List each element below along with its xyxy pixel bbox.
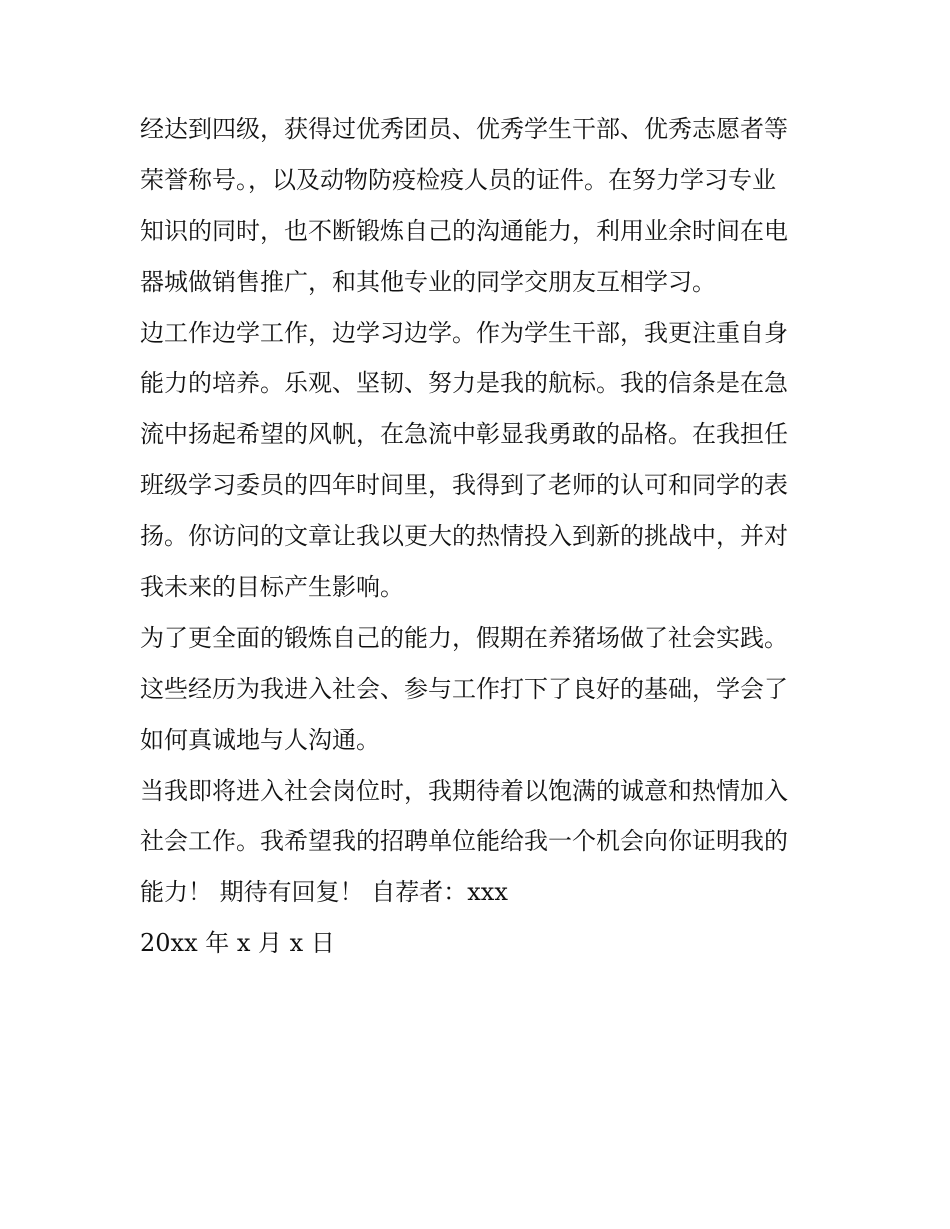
- text-line: 为了更全面的锻炼自己的能力，假期在养猪场做了社会实践。: [140, 623, 788, 652]
- date-line: 20xx 年 x 月 x 日: [140, 929, 335, 958]
- text-line: 荣誉称号。，以及动物防疫检疫人员的证件。在努力学习专业: [140, 165, 776, 194]
- text-line: 当我即将进入社会岗位时，我期待着以饱满的诚意和热情加入: [140, 776, 788, 805]
- text-line: 能力的培养。乐观、坚韧、努力是我的航标。我的信条是在急: [140, 369, 788, 398]
- text-line: 这些经历为我进入社会、参与工作打下了良好的基础，学会了: [140, 674, 788, 703]
- text-line: 器城做销售推广，和其他专业的同学交朋友互相学习。: [140, 267, 716, 296]
- text-line: 班级学习委员的四年时间里，我得到了老师的认可和同学的表: [140, 471, 788, 500]
- text-line: 流中扬起希望的风帆，在急流中彰显我勇敢的品格。在我担任: [140, 420, 788, 449]
- text-line: 社会工作。我希望我的招聘单位能给我一个机会向你证明我的: [140, 827, 788, 856]
- letter-body: [140, 104, 820, 969]
- text-line: 扬。你访问的文章让我以更大的热情投入到新的挑战中，并对: [140, 522, 788, 551]
- signature-line: 能力！ 期待有回复！ 自荐者：xxx: [140, 878, 508, 907]
- text-line: 我未来的目标产生影响。: [140, 573, 404, 602]
- text-line: 经达到四级，获得过优秀团员、优秀学生干部、优秀志愿者等: [140, 115, 788, 143]
- text-line: 知识的同时，也不断锻炼自己的沟通能力，利用业余时间在电: [140, 216, 788, 245]
- text-line: 如何真诚地与人沟通。: [140, 725, 380, 754]
- text-line: 边工作边学工作，边学习边学。作为学生干部，我更注重自身: [140, 318, 788, 347]
